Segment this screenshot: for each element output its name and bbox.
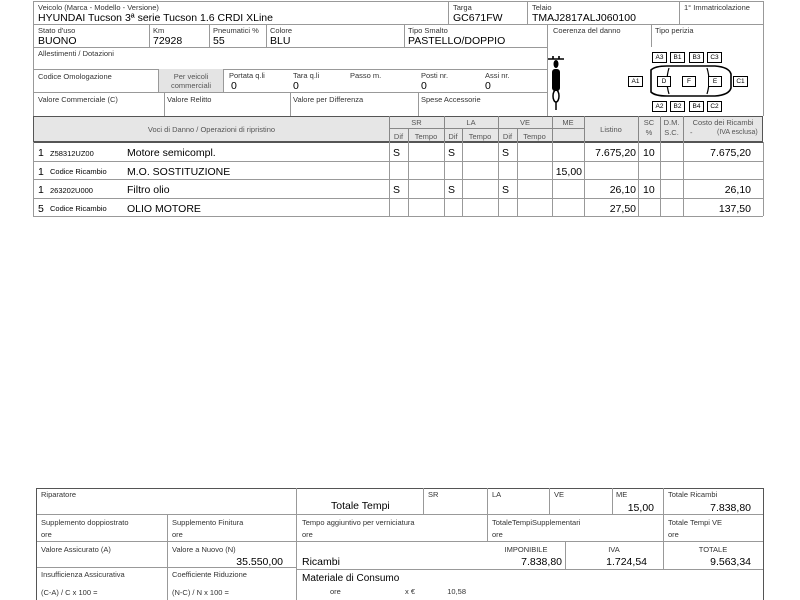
valore-a-nuovo-label: Valore a Nuovo (N) [172, 545, 236, 554]
row-listino: 27,50 [609, 203, 636, 215]
valore-commerciale-label: Valore Commerciale (C) [38, 95, 118, 104]
riparatore-label: Riparatore [41, 490, 77, 499]
row-la: S [448, 184, 456, 196]
tempo-aggiuntivo-ore: ore [302, 530, 313, 539]
row-listino: 26,10 [609, 184, 636, 196]
codice-omologazione-label: Codice Omologazione [38, 72, 112, 81]
immatricolazione-label: 1° Immatricolazione [684, 3, 750, 12]
la-dif-header: Dif [448, 132, 458, 141]
supplemento-finitura-ore: ore [172, 530, 183, 539]
posti-label: Posti nr. [421, 71, 449, 80]
row-desc: Motore semicompl. [127, 147, 216, 159]
la-tempo-header: Tempo [468, 132, 492, 141]
zone-c1[interactable]: C1 [733, 76, 748, 87]
tara-label: Tara q.li [293, 71, 320, 80]
tipo-smalto-label: Tipo Smalto [408, 26, 448, 35]
supplemento-doppiostrato-label: Supplemento doppiostrato [41, 518, 129, 527]
spese-accessorie-label: Spese Accessorie [421, 95, 481, 104]
tara-value: 0 [293, 80, 299, 92]
materiale-ore: ore [330, 587, 341, 596]
totale-tempi-ve-label: Totale Tempi VE [668, 518, 723, 527]
stato-value: BUONO [38, 35, 77, 47]
footer-ve: VE [554, 490, 565, 499]
veicolo-label: Veicolo (Marca - Modello - Versione) [38, 3, 159, 12]
row-costo: 7.675,20 [710, 147, 751, 159]
sc-pct-header: % [645, 128, 653, 137]
km-label: Km [153, 26, 165, 35]
row-la: S [448, 147, 456, 159]
row-desc: Filtro olio [127, 184, 170, 196]
ve-header: VE [519, 118, 530, 127]
targa-label: Targa [453, 3, 472, 12]
footer-sr: SR [428, 490, 439, 499]
row-qty: 5 [38, 203, 44, 215]
imponibile-value: 7.838,80 [521, 556, 562, 568]
coefficiente-formula: (N-C) / N x 100 = [172, 588, 229, 597]
tipo-smalto-value: PASTELLO/DOPPIO [408, 35, 506, 47]
totale-tempi-ve-ore: ore [668, 530, 679, 539]
coefficiente-label: Coefficiente Riduzione [172, 570, 247, 579]
row-listino: 7.675,20 [595, 147, 636, 159]
me-header: ME [562, 118, 574, 127]
passo-label: Passo m. [350, 71, 382, 80]
la-header: LA [466, 118, 476, 127]
ve-dif-header: Dif [502, 132, 513, 141]
valore-relitto-label: Valore Relitto [167, 95, 212, 104]
voci-header: Voci di Danno / Operazioni di ripristino [147, 125, 276, 134]
pneumatici-value: 55 [213, 35, 225, 47]
row-costo: 26,10 [724, 184, 751, 196]
row-qty: 1 [38, 166, 44, 178]
supplemento-finitura-label: Supplemento Finitura [172, 518, 244, 527]
row-code: 263202U000 [50, 186, 93, 195]
insufficienza-formula: (C-A) / C x 100 = [41, 588, 98, 597]
iva-esclusa-header: (IVA esclusa) [717, 129, 758, 136]
sc2-header: S.C. [664, 128, 679, 137]
row-sr: S [393, 147, 401, 159]
totale-ricambi-value: 7.838,80 [710, 502, 751, 514]
commerciali-label: commerciali [170, 81, 211, 90]
row-sc: 10 [643, 147, 655, 159]
zone-b3[interactable]: B3 [689, 52, 704, 63]
per-veicoli-commerciali-box [158, 69, 224, 92]
sr-tempo-header: Tempo [414, 132, 438, 141]
totale-tempi-supplementari-ore: ore [492, 530, 503, 539]
allestimenti-label: Allestimenti / Dotazioni [38, 49, 114, 58]
materiale-consumo-label: Materiale di Consumo [302, 573, 400, 584]
zone-d[interactable]: D [657, 76, 671, 87]
motorbike-icon [545, 48, 567, 114]
dm-header: D.M. [663, 118, 680, 127]
row-code: Codice Ricambio [50, 167, 107, 176]
assi-label: Assi nr. [485, 71, 510, 80]
row-code: Z58312UZ00 [50, 149, 94, 158]
listino-header: Listino [600, 125, 622, 134]
row-qty: 1 [38, 147, 44, 159]
zone-b2[interactable]: B2 [670, 101, 685, 112]
materiale-value: 10,58 [447, 587, 466, 596]
iva-label: IVA [608, 545, 620, 554]
portata-label: Portata q.li [229, 71, 265, 80]
sc-header: SC [643, 118, 655, 127]
veicolo-value: HYUNDAI Tucson 3ª serie Tucson 1.6 CRDI XLine [38, 12, 273, 24]
row-code: Codice Ricambio [50, 204, 107, 213]
zone-c3[interactable]: C3 [707, 52, 722, 63]
targa-value: GC671FW [453, 12, 503, 24]
row-desc: M.O. SOSTITUZIONE [127, 166, 231, 178]
zone-a1[interactable]: A1 [628, 76, 643, 87]
zone-c2[interactable]: C2 [707, 101, 722, 112]
portata-value: 0 [231, 80, 237, 92]
iva-value: 1.724,54 [606, 556, 647, 568]
footer-me-value: 15,00 [627, 502, 654, 514]
posti-value: 0 [421, 80, 427, 92]
tempo-aggiuntivo-label: Tempo aggiuntivo per verniciatura [302, 518, 415, 527]
zone-a3[interactable]: A3 [652, 52, 667, 63]
row-me: 15,00 [555, 166, 582, 178]
zone-b1[interactable]: B1 [670, 52, 685, 63]
tipo-perizia-label: Tipo perizia [655, 26, 694, 35]
imponibile-label: IMPONIBILE [504, 545, 548, 554]
per-veicoli-label: Per veicoli [173, 72, 209, 81]
row-ve: S [502, 147, 510, 159]
telaio-value: TMAJ2817ALJ060100 [532, 12, 636, 24]
zone-a2[interactable]: A2 [652, 101, 667, 112]
coerenza-label: Coerenza del danno [553, 26, 621, 35]
row-desc: OLIO MOTORE [127, 203, 201, 215]
colore-label: Colore [270, 26, 293, 35]
stato-label: Stato d'uso [38, 26, 76, 35]
totale-ricambi-label: Totale Ricambi [668, 490, 718, 499]
row-sc: 10 [643, 184, 655, 196]
footer-la: LA [492, 490, 502, 499]
costo-dash: - [690, 128, 693, 137]
valore-differenza-label: Valore per Differenza [293, 95, 364, 104]
row-sr: S [393, 184, 401, 196]
zone-e[interactable]: E [708, 76, 722, 87]
pneumatici-label: Pneumatici % [213, 26, 259, 35]
supplemento-doppiostrato-ore: ore [41, 530, 52, 539]
totale-value: 9.563,34 [710, 556, 751, 568]
row-costo: 137,50 [718, 203, 751, 215]
sr-header: SR [411, 118, 422, 127]
colore-value: BLU [270, 35, 291, 47]
totale-tempi-label: Totale Tempi [331, 500, 390, 512]
zone-f[interactable]: F [682, 76, 696, 87]
insufficienza-label: Insufficienza Assicurativa [41, 570, 125, 579]
ve-tempo-header: Tempo [523, 132, 546, 141]
km-value: 72928 [153, 35, 183, 47]
materiale-x-euro: x € [405, 587, 416, 596]
costo-ricambi-header: Costo dei Ricambi [692, 118, 754, 127]
totale-label: TOTALE [698, 545, 728, 554]
row-ve: S [502, 184, 510, 196]
telaio-label: Telaio [532, 3, 552, 12]
ricambi-label: Ricambi [302, 556, 340, 568]
zone-b4[interactable]: B4 [689, 101, 704, 112]
assi-value: 0 [485, 80, 491, 92]
valore-a-nuovo-value: 35.550,00 [236, 556, 283, 568]
totale-tempi-supplementari-label: TotaleTempiSupplementari [492, 518, 581, 527]
row-qty: 1 [38, 184, 44, 196]
footer-me: ME [616, 490, 628, 499]
valore-assicurato-label: Valore Assicurato (A) [41, 545, 111, 554]
sr-dif-header: Dif [393, 132, 404, 141]
